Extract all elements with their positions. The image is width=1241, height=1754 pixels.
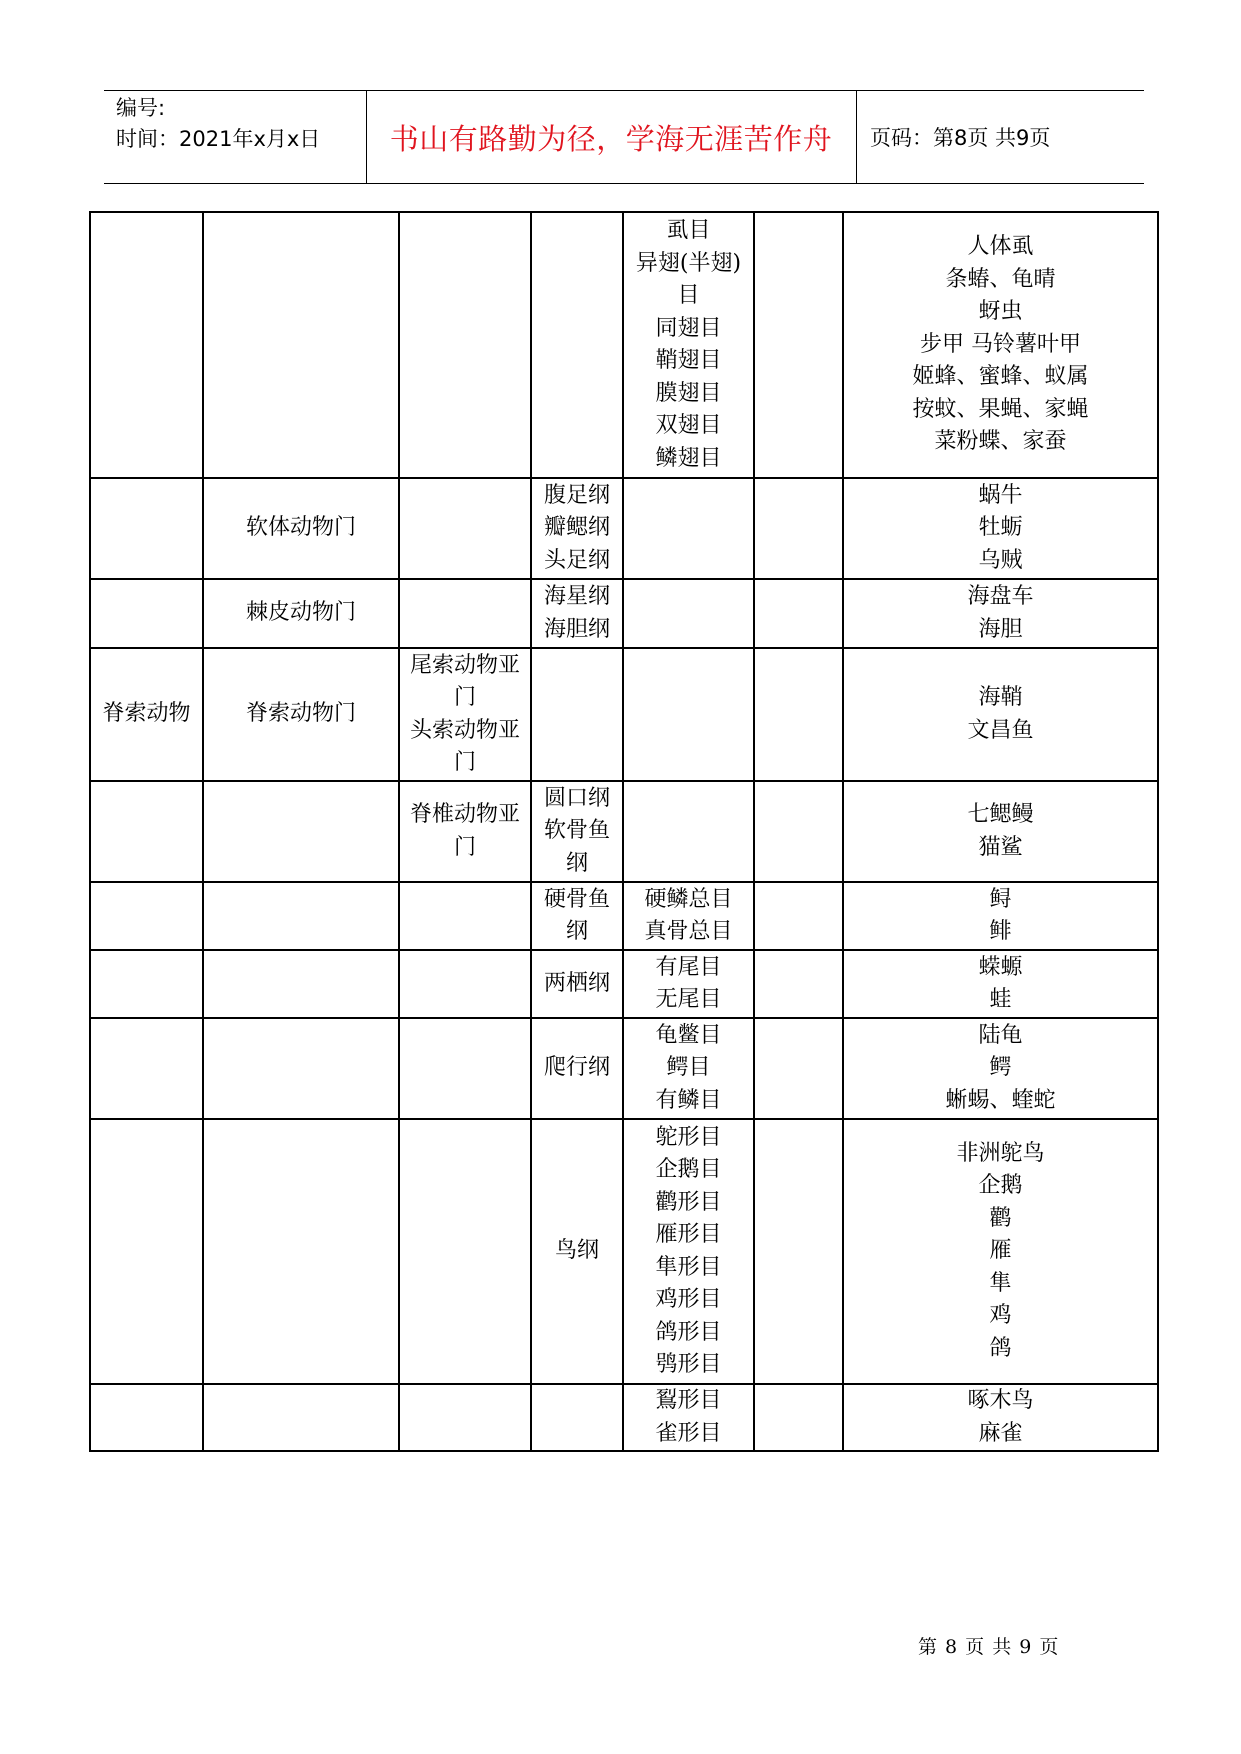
cell-line: 鴷形目	[655, 1388, 722, 1413]
header-motto: 书山有路勤为径，学海无涯苦作舟	[389, 121, 833, 156]
cell-class	[531, 1018, 623, 1119]
cell-line: 鸡	[989, 1303, 1012, 1329]
cell-line: 鸡形目	[655, 1287, 722, 1312]
cell-phylum	[203, 1018, 399, 1119]
cell-line: 无尾目	[655, 987, 722, 1012]
cell-line: 两栖纲	[543, 970, 610, 996]
cell-line: 牡蛎	[978, 515, 1023, 541]
cell-line: 真骨总目	[644, 919, 733, 944]
cell-phylum-group	[90, 212, 203, 478]
cell-line: 蚜虫	[978, 299, 1023, 325]
cell-class	[531, 1119, 623, 1384]
cell-line: 海胆纲	[543, 616, 610, 642]
table-row	[90, 950, 1158, 1018]
header-page-label: 页码：第8页 共9页	[870, 126, 1051, 150]
cell-class	[531, 950, 623, 1018]
cell-examples	[843, 1119, 1158, 1384]
cell-phylum-group	[90, 781, 203, 882]
cell-order	[623, 1018, 754, 1119]
cell-line: 鞘翅目	[655, 348, 722, 373]
cell-line: 头索动物亚	[409, 717, 520, 743]
cell-examples	[843, 950, 1158, 1018]
header-meta	[116, 93, 320, 155]
cell-subphylum	[399, 950, 531, 1018]
cell-phylum-group	[90, 1119, 203, 1384]
cell-subphylum	[399, 648, 531, 781]
cell-extra	[754, 882, 843, 950]
cell-line: 啄木鸟	[967, 1388, 1034, 1413]
cell-line: 蜥蜴、蝰蛇	[945, 1087, 1056, 1113]
table-row	[90, 1119, 1158, 1384]
cell-line: 鲟	[989, 886, 1012, 912]
table-row	[90, 648, 1158, 781]
cell-extra	[754, 950, 843, 1018]
cell-phylum-group	[90, 950, 203, 1018]
cell-line: 有尾目	[655, 954, 722, 980]
cell-extra	[754, 1018, 843, 1119]
cell-line: 有鳞目	[655, 1087, 722, 1113]
cell-phylum-group	[90, 882, 203, 950]
cell-line: 雁	[989, 1238, 1012, 1264]
cell-line: 条蝽、龟晴	[945, 266, 1056, 292]
cell-line: 硬鳞总目	[644, 886, 733, 912]
cell-extra	[754, 212, 843, 478]
cell-line: 按蚊、果蝇、家蝇	[912, 396, 1089, 422]
cell-extra	[754, 478, 843, 579]
table-row	[90, 1384, 1158, 1451]
cell-line: 瓣鳃纲	[543, 515, 610, 541]
cell-phylum: 软体动物门	[203, 478, 399, 579]
cell-class	[531, 1384, 623, 1451]
cell-class	[531, 781, 623, 882]
document-number-label: 编号:	[116, 96, 166, 120]
cell-line: 圆口纲	[543, 785, 610, 811]
table-row	[90, 579, 1158, 648]
cell-class	[531, 579, 623, 648]
cell-line: 文昌鱼	[967, 717, 1034, 743]
cell-order	[623, 882, 754, 950]
cell-order	[623, 478, 754, 579]
cell-extra	[754, 1384, 843, 1451]
cell-extra	[754, 648, 843, 781]
cell-extra	[754, 781, 843, 882]
cell-subphylum	[399, 1018, 531, 1119]
cell-line: 纲	[565, 850, 588, 876]
table-row	[90, 212, 1158, 478]
cell-class	[531, 648, 623, 781]
cell-line: 蜗牛	[978, 482, 1023, 508]
cell-line: 鸽形目	[655, 1319, 722, 1345]
cell-phylum	[203, 781, 399, 882]
header-divider-right	[856, 91, 857, 183]
cell-line: 鳄目	[666, 1055, 711, 1081]
cell-order	[623, 781, 754, 882]
cell-line: 膜翅目	[655, 380, 722, 406]
cell-examples	[843, 1384, 1158, 1451]
cell-line: 鳞翅目	[655, 445, 722, 471]
cell-line: 海鞘	[978, 685, 1023, 710]
cell-line: 蝾螈	[978, 954, 1023, 980]
cell-line: 猫鲨	[978, 834, 1023, 860]
cell-line: 鹳	[989, 1205, 1012, 1231]
cell-line: 纲	[565, 919, 588, 944]
cell-phylum	[203, 1384, 399, 1451]
table-row	[90, 478, 1158, 579]
cell-class	[531, 212, 623, 478]
cell-line: 目	[677, 283, 700, 308]
cell-line: 头足纲	[543, 547, 610, 573]
cell-line: 麻雀	[978, 1420, 1023, 1446]
cell-line: 海星纲	[543, 584, 610, 609]
cell-subphylum	[399, 882, 531, 950]
cell-line: 乌贼	[978, 547, 1023, 573]
classification-table-body	[90, 212, 1158, 1451]
cell-extra	[754, 579, 843, 648]
cell-line: 异翅(半翅)	[635, 250, 742, 276]
cell-line: 海胆	[978, 616, 1023, 642]
cell-line: 门	[453, 750, 476, 775]
cell-phylum	[203, 212, 399, 478]
cell-phylum	[203, 882, 399, 950]
cell-phylum: 棘皮动物门	[203, 579, 399, 648]
cell-phylum-group	[90, 1384, 203, 1451]
cell-examples	[843, 648, 1158, 781]
cell-line: 雀形目	[655, 1420, 722, 1446]
cell-subphylum	[399, 1384, 531, 1451]
cell-line: 同翅目	[655, 315, 722, 341]
cell-line: 菜粉蝶、家蚕	[934, 429, 1067, 455]
cell-line: 爬行纲	[543, 1055, 610, 1081]
cell-line: 虱目	[666, 218, 711, 243]
cell-line: 企鹅目	[655, 1157, 722, 1182]
cell-subphylum	[399, 478, 531, 579]
cell-line: 鸵形目	[655, 1124, 722, 1150]
cell-phylum-group	[90, 1018, 203, 1119]
table-row	[90, 882, 1158, 950]
cell-line: 海盘车	[967, 584, 1034, 609]
cell-line: 步甲 马铃薯叶甲	[920, 331, 1081, 357]
cell-line: 软骨鱼	[543, 818, 610, 844]
cell-line: 双翅目	[655, 413, 722, 438]
cell-class	[531, 478, 623, 579]
cell-line: 硬骨鱼	[543, 886, 610, 912]
classification-table	[89, 211, 1159, 1452]
cell-phylum-group: 脊索动物	[90, 648, 203, 781]
cell-line: 龟鳖目	[655, 1022, 722, 1048]
cell-line: 腹足纲	[543, 482, 610, 508]
cell-phylum-group	[90, 579, 203, 648]
cell-line: 鸽	[989, 1335, 1012, 1361]
cell-examples	[843, 882, 1158, 950]
cell-subphylum	[399, 1119, 531, 1384]
cell-line: 脊椎动物亚	[409, 802, 520, 827]
table-row	[90, 1018, 1158, 1119]
cell-line: 鸮形目	[655, 1352, 722, 1377]
page-footer: 第 8 页 共 9 页	[918, 1636, 1060, 1658]
cell-line: 陆龟	[978, 1022, 1023, 1048]
cell-examples	[843, 579, 1158, 648]
cell-order	[623, 648, 754, 781]
cell-examples	[843, 1018, 1158, 1119]
cell-class	[531, 882, 623, 950]
cell-phylum-group	[90, 478, 203, 579]
cell-examples	[843, 781, 1158, 882]
cell-order	[623, 212, 754, 478]
cell-line: 雁形目	[655, 1222, 722, 1247]
cell-line: 隼形目	[655, 1254, 722, 1280]
cell-line: 鸟纲	[554, 1238, 599, 1264]
cell-phylum	[203, 1119, 399, 1384]
cell-examples	[843, 212, 1158, 478]
cell-line: 尾索动物亚	[409, 652, 520, 678]
cell-order	[623, 579, 754, 648]
table-row	[90, 781, 1158, 882]
cell-order	[623, 1119, 754, 1384]
cell-line: 门	[453, 685, 476, 710]
cell-examples	[843, 478, 1158, 579]
cell-line: 人体虱	[967, 234, 1034, 260]
cell-line: 七鳃鳗	[967, 802, 1034, 827]
page-header	[104, 90, 1144, 184]
cell-line: 姬蜂、蜜蜂、蚁属	[912, 364, 1089, 390]
cell-extra	[754, 1119, 843, 1384]
cell-phylum: 脊索动物门	[203, 648, 399, 781]
cell-line: 蛙	[989, 987, 1012, 1012]
cell-subphylum	[399, 212, 531, 478]
cell-phylum	[203, 950, 399, 1018]
cell-order	[623, 950, 754, 1018]
cell-line: 企鹅	[978, 1173, 1023, 1199]
cell-line: 鳄	[989, 1055, 1012, 1081]
document-time-label: 时间：2021年x月x日	[116, 127, 321, 151]
cell-line: 隼	[989, 1270, 1012, 1296]
cell-subphylum	[399, 781, 531, 882]
cell-line: 非洲鸵鸟	[956, 1140, 1045, 1166]
cell-subphylum	[399, 579, 531, 648]
cell-line: 鹳形目	[655, 1189, 722, 1215]
cell-line: 门	[453, 834, 476, 860]
cell-order	[623, 1384, 754, 1451]
cell-line: 鲱	[989, 919, 1012, 944]
